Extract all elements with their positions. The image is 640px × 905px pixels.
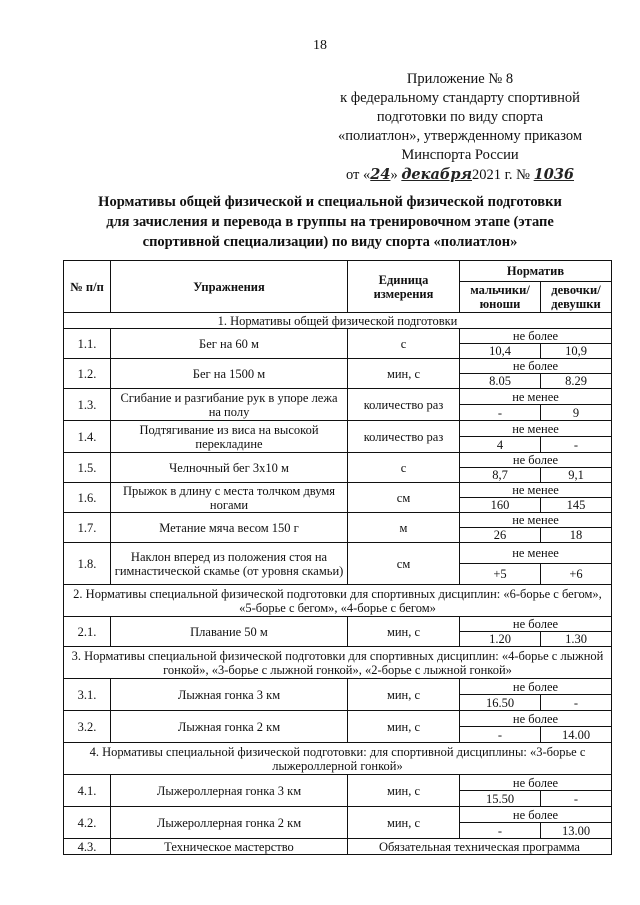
girls-value: 9: [541, 405, 612, 421]
boys-value: 15.50: [460, 791, 541, 807]
table-row: [64, 453, 612, 468]
boys-value: 26: [460, 528, 541, 543]
limit-label: не более: [460, 775, 612, 791]
table-row: [64, 513, 612, 528]
exercise-name: Метание мяча весом 150 г: [111, 513, 348, 543]
boys-value: 8.05: [460, 374, 541, 389]
handwritten-number: 1036: [533, 166, 575, 183]
date-mid: »: [390, 167, 398, 183]
row-number: 3.2.: [64, 711, 111, 743]
girls-value: 1.30: [541, 632, 612, 647]
boys-value: +5: [460, 564, 541, 585]
girls-value: 14.00: [541, 727, 612, 743]
header-boys: мальчики/ юноши: [460, 282, 541, 313]
table-row: [64, 679, 612, 695]
girls-value: 8.29: [541, 374, 612, 389]
row-number: 4.1.: [64, 775, 111, 807]
section-title: 4. Нормативы специальной физической подготовки: для спортивной дисциплины: «3-борье с лыжероллерной гонкой»: [64, 743, 612, 775]
table-row: [64, 543, 612, 564]
row-number: 1.7.: [64, 513, 111, 543]
unit: количество раз: [348, 421, 460, 453]
limit-label: не более: [460, 359, 612, 374]
section-header-row: [64, 585, 612, 617]
table-row: [64, 329, 612, 344]
exercise-name: Бег на 1500 м: [111, 359, 348, 389]
unit: мин, с: [348, 617, 460, 647]
table-row: [64, 359, 612, 374]
boys-value: 16.50: [460, 695, 541, 711]
row-number: 2.1.: [64, 617, 111, 647]
limit-label: не менее: [460, 543, 612, 564]
unit: см: [348, 483, 460, 513]
unit: мин, с: [348, 711, 460, 743]
appendix-line-5: Минспорта России: [401, 147, 519, 163]
table-row: [64, 421, 612, 437]
exercise-name: Техническое мастерство: [111, 839, 348, 855]
header-girls: девочки/ девушки: [541, 282, 612, 313]
appendix-line-4: «полиатлон», утвержденному приказом: [337, 128, 583, 144]
unit: количество раз: [348, 389, 460, 421]
girls-value: -: [541, 791, 612, 807]
exercise-name: Бег на 60 м: [111, 329, 348, 359]
header-num: № п/п: [64, 261, 111, 313]
row-number: 4.3.: [64, 839, 111, 855]
row-number: 1.8.: [64, 543, 111, 585]
girls-value: 18: [541, 528, 612, 543]
limit-label: не более: [460, 453, 612, 468]
limit-label: не менее: [460, 421, 612, 437]
unit: с: [348, 329, 460, 359]
boys-value: 4: [460, 437, 541, 453]
norms-table: [63, 260, 612, 855]
section-title: 2. Нормативы специальной физической подготовки для спортивных дисциплин: «6-борье с бегом», «5-борье с бегом», «4-борье с бегом»: [64, 585, 612, 617]
unit: мин, с: [348, 359, 460, 389]
unit: мин, с: [348, 807, 460, 839]
exercise-name: Лыжероллерная гонка 3 км: [111, 775, 348, 807]
table-row: [64, 807, 612, 823]
unit: с: [348, 453, 460, 483]
section-header-row: [64, 647, 612, 679]
exercise-name: Лыжероллерная гонка 2 км: [111, 807, 348, 839]
limit-label: не менее: [460, 389, 612, 405]
boys-value: -: [460, 405, 541, 421]
boys-value: 10,4: [460, 344, 541, 359]
exercise-name: Челночный бег 3x10 м: [111, 453, 348, 483]
appendix-line-2: к федеральному стандарту спортивной: [340, 90, 580, 106]
section-header-row: [64, 313, 612, 329]
unit: см: [348, 543, 460, 585]
boys-value: -: [460, 727, 541, 743]
section-title: 3. Нормативы специальной физической подготовки для спортивных дисциплин: «4-борье с лыжной гонкой», «3-борье с лыжной гонкой», «2-борье с лыжной гонкой»: [64, 647, 612, 679]
boys-value: 160: [460, 498, 541, 513]
header-unit: Единица измерения: [348, 261, 460, 313]
table-row: [64, 389, 612, 405]
title-line-1: Нормативы общей физической и специальной физической подготовки: [98, 194, 562, 210]
row-number: 1.6.: [64, 483, 111, 513]
table-row: [64, 483, 612, 498]
row-number: 3.1.: [64, 679, 111, 711]
page-number: 18: [313, 38, 327, 53]
header-norm: Норматив: [460, 261, 612, 282]
limit-label: не менее: [460, 483, 612, 498]
row-number: 1.3.: [64, 389, 111, 421]
exercise-name: Прыжок в длину с места толчком двумя ногами: [111, 483, 348, 513]
limit-label: не более: [460, 329, 612, 344]
table-row: [64, 711, 612, 727]
header-exercise: Упражнения: [111, 261, 348, 313]
table-row: [64, 775, 612, 791]
row-number: 4.2.: [64, 807, 111, 839]
girls-value: -: [541, 437, 612, 453]
exercise-name: Сгибание и разгибание рук в упоре лежа на полу: [111, 389, 348, 421]
limit-label: не более: [460, 711, 612, 727]
limit-label: не более: [460, 807, 612, 823]
girls-value: +6: [541, 564, 612, 585]
girls-value: 145: [541, 498, 612, 513]
appendix-date-line: [300, 165, 620, 185]
program-text: Обязательная техническая программа: [348, 839, 612, 855]
table-row: [64, 839, 612, 855]
exercise-name: Лыжная гонка 2 км: [111, 711, 348, 743]
title-line-3: спортивной специализации) по виду спорта «полиатлон»: [142, 234, 518, 250]
appendix-block: [300, 70, 620, 185]
girls-value: 10,9: [541, 344, 612, 359]
appendix-line-3: подготовки по виду спорта: [376, 109, 544, 125]
row-number: 1.1.: [64, 329, 111, 359]
document-title: [60, 192, 600, 252]
row-number: 1.4.: [64, 421, 111, 453]
unit: м: [348, 513, 460, 543]
limit-label: не более: [460, 617, 612, 632]
girls-value: 9,1: [541, 468, 612, 483]
girls-value: 13.00: [541, 823, 612, 839]
row-number: 1.2.: [64, 359, 111, 389]
title-line-2: для зачисления и перевода в группы на тренировочном этапе (этапе: [106, 214, 554, 230]
handwritten-day: 24: [370, 166, 391, 183]
handwritten-month: декабря: [401, 166, 472, 183]
boys-value: 1.20: [460, 632, 541, 647]
unit: мин, с: [348, 775, 460, 807]
year-text: 2021 г. №: [472, 167, 531, 183]
exercise-name: Подтягивание из виса на высокой перекладине: [111, 421, 348, 453]
section-title: 1. Нормативы общей физической подготовки: [64, 313, 612, 329]
limit-label: не менее: [460, 513, 612, 528]
boys-value: 8,7: [460, 468, 541, 483]
section-header-row: [64, 743, 612, 775]
exercise-name: Плавание 50 м: [111, 617, 348, 647]
exercise-name: Лыжная гонка 3 км: [111, 679, 348, 711]
unit: мин, с: [348, 679, 460, 711]
exercise-name: Наклон вперед из положения стоя на гимнастической скамье (от уровня скамьи): [111, 543, 348, 585]
boys-value: -: [460, 823, 541, 839]
row-number: 1.5.: [64, 453, 111, 483]
girls-value: -: [541, 695, 612, 711]
date-prefix: от «: [345, 167, 371, 183]
appendix-line-1: Приложение № 8: [406, 71, 514, 87]
table-row: [64, 617, 612, 632]
limit-label: не более: [460, 679, 612, 695]
